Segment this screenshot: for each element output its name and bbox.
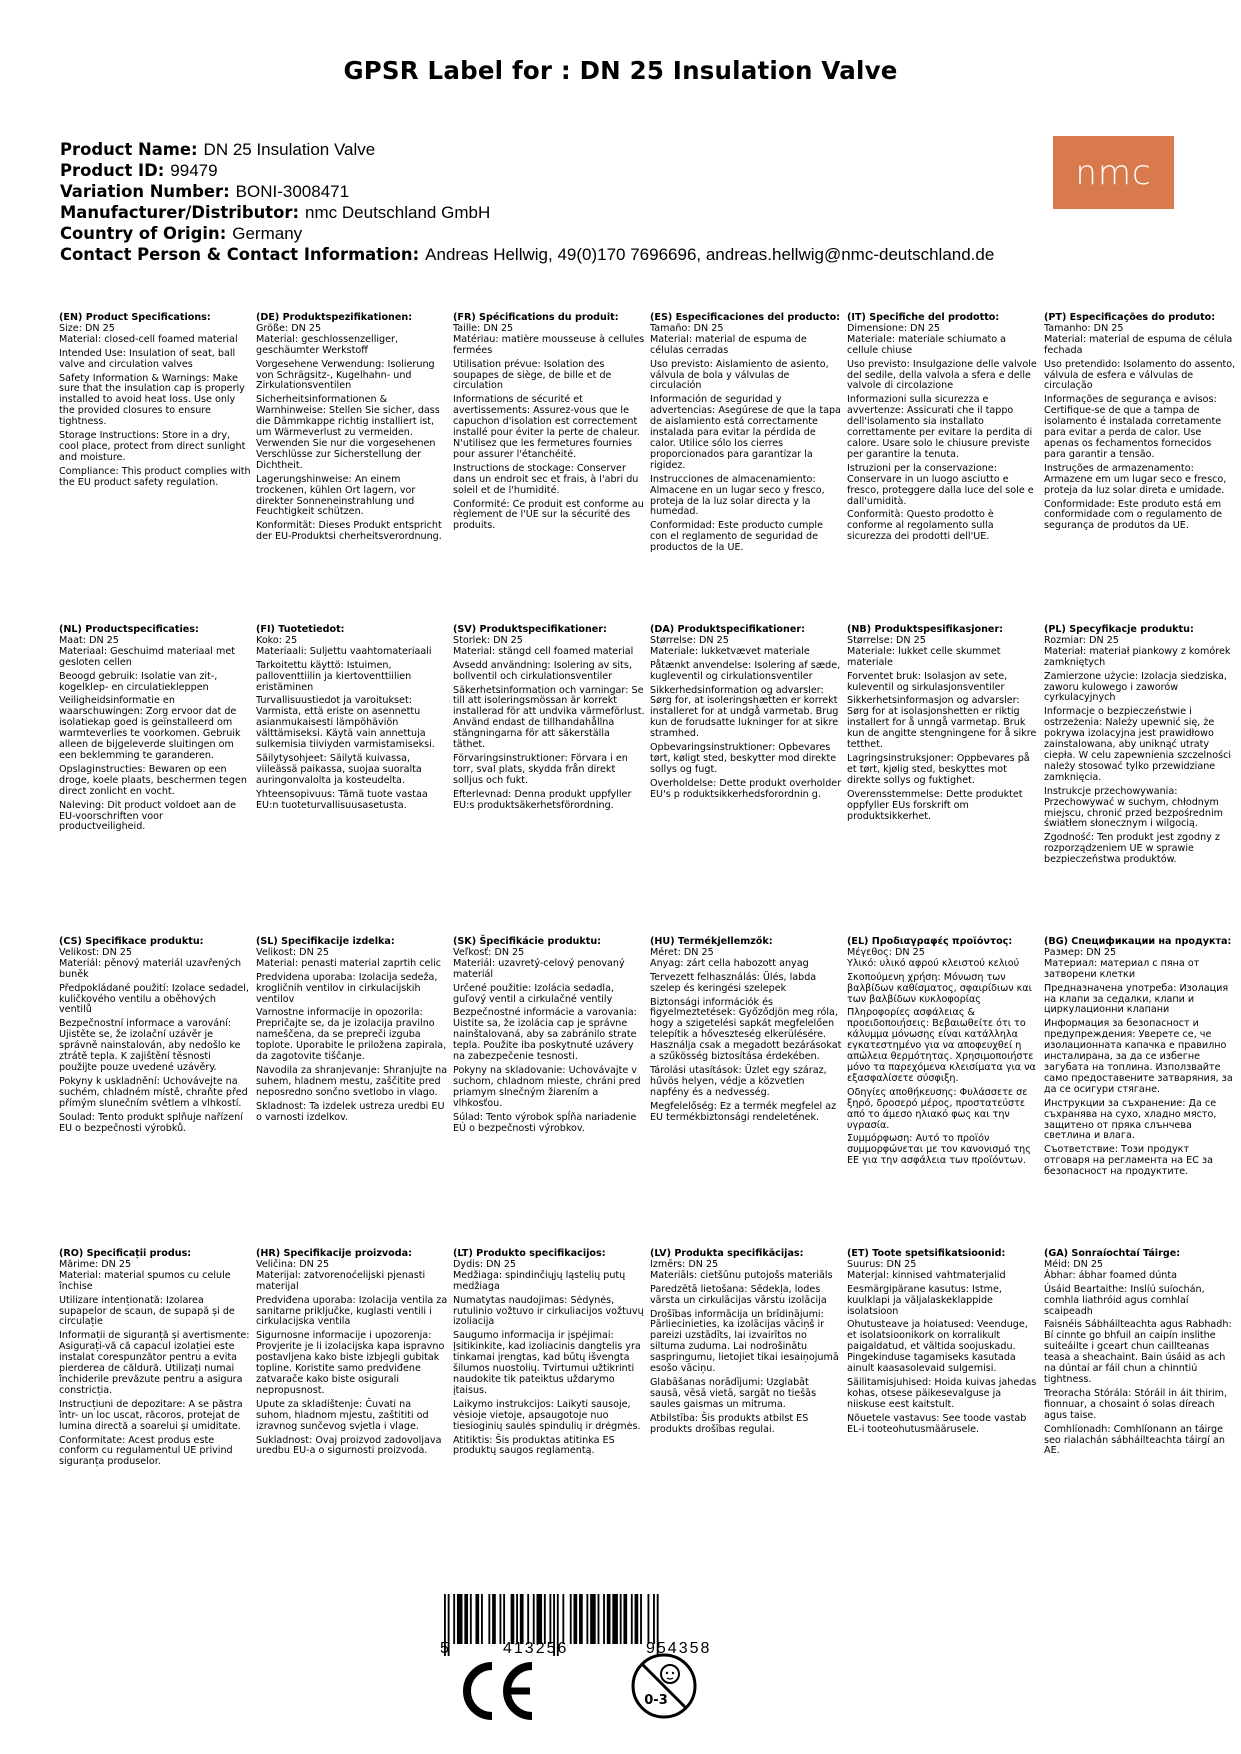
- spec-heading: (PL) Specyfikacje produktu:: [1044, 624, 1194, 635]
- spec-size: Dydis: DN 25: [453, 1258, 516, 1270]
- spec-paragraph: Material: penasti material zaprtih celic: [256, 957, 442, 969]
- spec-paragraph: Medžiaga: spindinčiųjų ląstelių putų medžiaga: [453, 1269, 626, 1292]
- spec-block: [650, 313, 842, 557]
- barcode-bar: [481, 1594, 483, 1644]
- spec-size: Size: DN 25: [59, 322, 115, 334]
- barcode-bar: [570, 1594, 572, 1644]
- spec-size: Velikost: DN 25: [59, 946, 132, 958]
- spec-heading: (CS) Specifikace produktu:: [59, 936, 204, 947]
- spec-paragraph: Materijal: zatvorenoćelijski pjenasti materijal: [256, 1269, 426, 1292]
- barcode-bar: [488, 1594, 490, 1644]
- spec-paragraph: Conformitate: Acest produs este conform cu regulamentul UE privind siguranța produselor.: [59, 1434, 233, 1468]
- spec-heading: (LV) Produkta specifikācijas:: [650, 1248, 804, 1259]
- spec-paragraph: Ohutusteave ja hoiatused: Veenduge, et isolatsioonikork on korralikult paigaldatud, et vältida soojuskadu. Pingekinduse tagamiseks kasutada ainult kaasasolevaid sulgemisi.: [847, 1319, 1028, 1375]
- spec-paragraph: Materiál: pěnový materiál uzavřených buněk: [59, 957, 242, 980]
- spec-paragraph: Συμμόρφωση: Αυτό το προϊόν συμμορφώνεται με τον κανονισμό της ΕΕ για την ασφάλεια των προϊόντων.: [847, 1133, 1031, 1167]
- spec-paragraph: Pokyny k uskladnění: Uchovávejte na suchém, chladném místě, chraňte před přímým slunečním světlem a vlhkostí.: [59, 1075, 248, 1109]
- spec-size: Taille: DN 25: [453, 322, 514, 334]
- spec-paragraph: Veiligheidsinformatie en waarschuwingen: Zorg ervoor dat de isolatiekap goed is geïnstalleerd om warmteverlies te voorkomen. Gebruik alleen de bijgeleverde sluitingen om een beklemming te garanderen.: [59, 695, 241, 761]
- spec-size: Tamaño: DN 25: [650, 322, 724, 334]
- spec-paragraph: Numatytas naudojimas: Sėdynės, rutulinio vožtuvo ir cirkuliacijos vožtuvų izoliacija: [453, 1294, 644, 1328]
- spec-paragraph: Safety Information & Warnings: Make sure that the insulation cap is properly installed to avoid heat loss. Use only the provided closures to ensure tightness.: [59, 372, 245, 428]
- spec-paragraph: Материал: материал с пяна от затворени клетки: [1044, 957, 1200, 980]
- spec-paragraph: Materiale: lukket celle skummet materiale: [847, 645, 1001, 668]
- spec-paragraph: Úsáid Beartaithe: Inslíú suíochán, comhla liathróid agus comhlaí scaipeadh: [1044, 1283, 1205, 1317]
- spec-paragraph: Conformidad: Este producto cumple con el reglamento de seguridad de productos de la UE.: [650, 520, 823, 554]
- spec-paragraph: Treoracha Stórála: Stóráil in áit thirim, fionnuar, a chosaint ó solas díreach agus taise.: [1044, 1387, 1228, 1421]
- spec-block: [1044, 313, 1236, 535]
- variation-number-label: Variation Number:: [60, 182, 230, 201]
- barcode-bar: [607, 1594, 611, 1644]
- spec-heading: (EL) Προδιαγραφές προϊόντος:: [847, 936, 1013, 947]
- spec-paragraph: Materiaali: Suljettu vaahtomateriaali: [256, 645, 432, 657]
- spec-size: Mărime: DN 25: [59, 1258, 132, 1270]
- spec-paragraph: Turvallisuustiedot ja varoitukset: Varmista, että eriste on asennettu asianmukaisesti lämpöhäviön välttämiseksi. Käytä vain annettuja sulkemisia tiiviyden varmistamiseksi.: [256, 695, 435, 751]
- spec-paragraph: Sigurnosne informacije i upozorenja: Provjerite je li izolacijska kapa ispravno postavljena kako biste izbjegli gubitak topline. Koristite samo predviđene zatvarače kako biste osigurali nepropusnost.: [256, 1330, 445, 1396]
- product-id-row: [60, 160, 994, 181]
- spec-paragraph: Materiale: materiale schiumato a cellule chiuse: [847, 333, 1007, 356]
- spec-paragraph: Material: stängd cell foamed material: [453, 645, 634, 657]
- spec-block: [59, 313, 251, 492]
- spec-paragraph: Paredzētā lietošana: Sēdekļa, lodes vārsta un cirkulācijas vārstu izolācija: [650, 1283, 827, 1306]
- variation-number-row: [60, 181, 994, 202]
- spec-size: Veľkosť: DN 25: [453, 946, 525, 958]
- spec-paragraph: Instrucciones de almacenamiento: Almacene en un lugar seco y fresco, proteja de la luz solar directa y la humedad.: [650, 473, 825, 518]
- barcode-bar: [503, 1594, 505, 1644]
- spec-paragraph: Soulad: Tento produkt splňuje nařízení EU o bezpečnosti výrobků.: [59, 1111, 243, 1134]
- country-label: Country of Origin:: [60, 224, 227, 243]
- barcode-bar: [623, 1594, 627, 1644]
- spec-paragraph: Sikkerhetsinformasjon og advarsler: Sørg for at isolasjonshetten er riktig installert for å unngå varmetap. Bruk kun de angitte stengningene for å sikre tetthet.: [847, 695, 1037, 751]
- product-name-label: Product Name:: [60, 140, 198, 159]
- spec-paragraph: Υλικό: υλικό αφρού κλειστού κελιού: [847, 957, 1020, 969]
- spec-paragraph: Conformità: Questo prodotto è conforme al regolamento sulla sicurezza dei prodotti dell'UE.: [847, 509, 994, 543]
- spec-paragraph: Materiaal: Geschuimd materiaal met gesloten cellen: [59, 645, 236, 668]
- spec-size: Größe: DN 25: [256, 322, 322, 334]
- spec-size: Размер: DN 25: [1044, 946, 1117, 958]
- spec-paragraph: Súlad: Tento výrobok spĺňa nariadenie EÚ o bezpečnosti výrobkov.: [453, 1111, 637, 1134]
- spec-heading: (ET) Toote spetsifikatsioonid:: [847, 1248, 1006, 1259]
- spec-paragraph: Laikymo instrukcijos: Laikyti sausoje, vėsioje vietoje, apsaugotoje nuo tiesioginių saulės spindulių ir drėgmės.: [453, 1398, 641, 1432]
- barcode-bar: [620, 1594, 622, 1644]
- spec-paragraph: Opbevaringsinstruktioner: Opbevares tørt, køligt sted, beskytter mod direkte sollys og fugt.: [650, 742, 837, 775]
- spec-heading: (BG) Спецификации на продукта:: [1044, 936, 1232, 947]
- spec-size: Rozmiar: DN 25: [1044, 634, 1119, 646]
- spec-paragraph: Material: material spumos cu celule închise: [59, 1269, 231, 1292]
- spec-paragraph: Informações de segurança e avisos: Certifique-se de que a tampa de isolamento é instalada corretamente para evitar a perda de calor. Use apenas os fechamentos fornecidos para garantir a tensão.: [1044, 394, 1222, 460]
- spec-heading: (RO) Specificații produs:: [59, 1248, 192, 1259]
- manufacturer-row: [60, 202, 994, 223]
- barcode-bar: [586, 1594, 588, 1644]
- spec-heading: (ES) Especificaciones del producto:: [650, 312, 841, 323]
- spec-paragraph: Zgodność: Ten produkt jest zgodny z rozporządzeniem UE w sprawie bezpieczeństwa produktów.: [1044, 832, 1220, 866]
- spec-heading: (EN) Product Specifications:: [59, 312, 211, 323]
- spec-paragraph: Glabāšanas norādījumi: Uzglabāt sausā, vēsā vietā, sargāt no tiešās saules gaismas un mitruma.: [650, 1376, 817, 1410]
- spec-heading: (FR) Spécifications du produit:: [453, 312, 619, 323]
- spec-paragraph: Konformität: Dieses Produkt entspricht der EU-Produktsi cherheitsverordnung.: [256, 520, 442, 543]
- spec-paragraph: Uso pretendido: Isolamento do assento, válvula de esfera e válvulas de circulação: [1044, 358, 1236, 392]
- spec-paragraph: Predvidena uporaba: Izolacija sedeža, krogličnih ventilov in cirkulacijskih ventilov: [256, 971, 438, 1005]
- spec-size: Størrelse: DN 25: [847, 634, 926, 646]
- spec-size: Méid: DN 25: [1044, 1258, 1104, 1270]
- barcode-right-digits: 954358: [646, 1640, 712, 1657]
- barcode-bar: [640, 1594, 642, 1644]
- spec-heading: (LT) Produkto specifikacijos:: [453, 1248, 606, 1259]
- spec-paragraph: Matériau: matière mousseuse à cellules fermées: [453, 333, 645, 356]
- spec-paragraph: Sicherheitsinformationen & Warnhinweise: Stellen Sie sicher, dass die Dämmkappe richtig installiert ist, um Wärmeverlust zu vermeiden. Verwenden Sie nur die vorgesehenen Verschlüsse zur Sicherstellung der Dichtheit.: [256, 394, 440, 471]
- barcode-left-digits: 413256: [503, 1640, 569, 1657]
- spec-heading: (SL) Specifikacije izdelka:: [256, 936, 395, 947]
- barcode-bar: [648, 1594, 650, 1644]
- barcode-bar: [527, 1594, 529, 1644]
- spec-paragraph: Vorgesehene Verwendung: Isolierung von Schrägsitz-, Kugelhahn- und Zirkulationsventilen: [256, 358, 435, 392]
- product-id-label: Product ID:: [60, 161, 165, 180]
- spec-paragraph: Yhteensopivuus: Tämä tuote vastaa EU:n tuoteturvallisuusasetusta.: [256, 788, 428, 811]
- barcode-bar: [562, 1594, 564, 1644]
- spec-paragraph: Material: geschlossenzelliger, geschäumter Werkstoff: [256, 333, 399, 356]
- spec-paragraph: Storage Instructions: Store in a dry, cool place, protect from direct sunlight and moisture.: [59, 430, 246, 463]
- country-value: Germany: [232, 224, 303, 243]
- spec-paragraph: Информация за безопасност и предупреждения: Уверете се, че изолационната капачка е правилно инсталирана, за да се избегне загубата на топлина. Използвайте само предоставените затваряния, за да се осигури стягане.: [1044, 1018, 1233, 1095]
- spec-size: Størrelse: DN 25: [650, 634, 729, 646]
- spec-paragraph: Varnostne informacije in opozorila: Prepričajte se, da je izolacija pravilno nameščena, da se prepreči izguba toplote. Uporabite le priložena zapirala, da zagotovite tiščanje.: [256, 1007, 447, 1063]
- spec-paragraph: Información de seguridad y advertencias: Asegúrese de que la tapa de aislamiento está correctamente instalada para evitar la pérdida de calor. Utilice sólo los cierres proporcionados para garantizar la rigidez.: [650, 394, 841, 471]
- spec-paragraph: Informacje o bezpieczeństwie i ostrzeżenia: Należy upewnić się, że pokrywa izolacyjna jest prawidłowo zainstalowana, aby uniknąć utraty ciepła. W celu zapewnienia szczelności należy stosować tylko przewidziane zamknięcia.: [1044, 706, 1232, 783]
- spec-paragraph: Beoogd gebruik: Isolatie van zit-, kogelklep- en circulatiekleppen: [59, 670, 218, 693]
- spec-block: [1044, 937, 1236, 1181]
- barcode-bar: [520, 1594, 524, 1644]
- spec-paragraph: Eesmärgipärane kasutus: Istme, kuulklapi ja väljalaskeklappide isolatsioon: [847, 1283, 1002, 1317]
- spec-block: [847, 937, 1039, 1170]
- spec-block: [650, 937, 842, 1127]
- spec-size: Méret: DN 25: [650, 946, 714, 958]
- spec-paragraph: Istruzioni per la conservazione: Conservare in un luogo asciutto e fresco, proteggere dalla luce del sole e dall'umidità.: [847, 462, 1034, 507]
- spec-paragraph: Förvaringsinstruktioner: Förvara i en torr, sval plats, skydda från direkt solljus och fukt.: [453, 752, 628, 786]
- spec-block: [256, 313, 448, 546]
- spec-size: Maat: DN 25: [59, 634, 119, 646]
- spec-heading: (DA) Produktspecifikationer:: [650, 624, 805, 635]
- spec-block: [650, 625, 842, 804]
- barcode-bar: [537, 1594, 543, 1644]
- spec-paragraph: Opslaginstructies: Bewaren op een droge, koele plaats, beschermen tegen direct zonlicht en vocht.: [59, 763, 247, 797]
- spec-heading: (SK) Špecifikácie produktu:: [453, 936, 602, 947]
- product-name-row: [60, 139, 994, 160]
- page-title: GPSR Label for : DN 25 Insulation Valve: [343, 56, 898, 85]
- spec-paragraph: Forventet bruk: Isolasjon av sete, kuleventil og sirkulasjonsventiler: [847, 670, 1008, 693]
- spec-size: Storlek: DN 25: [453, 634, 523, 646]
- manufacturer-label: Manufacturer/Distributor:: [60, 203, 300, 222]
- spec-heading: (NB) Produktspesifikasjoner:: [847, 624, 1004, 635]
- age-warning-icon: [630, 1652, 698, 1720]
- spec-paragraph: Intended Use: Insulation of seat, ball valve and circulation valves: [59, 347, 236, 370]
- spec-size: Velikost: DN 25: [256, 946, 329, 958]
- spec-paragraph: Instructions de stockage: Conserver dans un endroit sec et frais, à l'abri du soleil et de l'humidité.: [453, 462, 639, 496]
- barcode-bar: [470, 1594, 472, 1644]
- spec-paragraph: Comhlíonadh: Comhlíonann an táirge seo rialachán sábháilteachta táirgí an AE.: [1044, 1423, 1225, 1457]
- contact-label: Contact Person & Contact Information:: [60, 245, 420, 264]
- barcode-bar: [475, 1594, 479, 1644]
- spec-paragraph: Zamierzone użycie: Izolacja siedziska, zaworu kulowego i zaworów cyrkulacyjnych: [1044, 670, 1227, 704]
- spec-paragraph: Conformité: Ce produit est conforme au règlement de l'UE sur la sécurité des produits.: [453, 498, 644, 532]
- spec-block: [453, 313, 645, 535]
- contact-value: Andreas Hellwig, 49(0)170 7696696, andreas.hellwig@nmc-deutschland.de: [425, 245, 995, 264]
- spec-paragraph: Инструкции за съхранение: Да се съхранява на сухо, хладно място, защитено от пряка слънчева светлина и влага.: [1044, 1097, 1217, 1142]
- spec-paragraph: Biztonsági információk és figyelmeztetések: Győződjön meg róla, hogy a szigetelési sapkát megfelelően telepítik a hőveszteség elkerülésére. Használja csak a megadott bezárásokat a szűkösség biztosítása érdekében.: [650, 996, 842, 1063]
- spec-paragraph: Overensstemmelse: Dette produktet oppfyller EUs forskrift om produktsikkerhet.: [847, 788, 1023, 822]
- spec-block: [256, 1249, 448, 1460]
- spec-paragraph: Säilytysohjeet: Säilytä kuivassa, viileässä paikassa, suojaa suoralta auringonvalolta ja kosteudelta.: [256, 752, 422, 786]
- spec-heading: (HR) Specifikacije proizvoda:: [256, 1248, 412, 1259]
- spec-paragraph: Tervezett felhasználás: Ülés, labda szelep és keringési szelepek: [650, 971, 817, 994]
- spec-paragraph: Informații de siguranță și avertismente: Asigurați-vă că capacul izolației este instalat corespunzător pentru a evita pierderea de căldură. Utilizați numai închiderile prevăzute pentru a asigura constricția.: [59, 1330, 250, 1396]
- spec-size: Koko: 25: [256, 634, 298, 646]
- spec-paragraph: Informations de sécurité et avertissements: Assurez-vous que le capuchon d'isolation est correctement installé pour éviter la perte de chaleur. N'utilisez que les fermetures fournies pour assurer l'étanchéité.: [453, 394, 640, 460]
- spec-block: [847, 625, 1039, 825]
- spec-paragraph: Naleving: Dit product voldoet aan de EU-voorschriften voor productveiligheid.: [59, 799, 236, 833]
- spec-paragraph: Atbilstība: Šis produkts atbilst ES produkts drošības regulai.: [650, 1412, 809, 1435]
- barcode-bar: [590, 1594, 596, 1644]
- spec-paragraph: Informazioni sulla sicurezza e avvertenze: Assicurati che il tappo dell'isolamento sia installato correttamente per evitare la perdita di calore. Usare solo le chiusure previste per garantire la tenuta.: [847, 394, 1033, 460]
- spec-paragraph: Utilizare intenționată: Izolarea supapelor de scaun, de supapă și de circulație: [59, 1294, 235, 1328]
- spec-paragraph: Instruções de armazenamento: Armazene em um lugar seco e fresco, proteja da luz solar direta e umidade.: [1044, 462, 1227, 496]
- barcode-bar: [653, 1594, 655, 1644]
- spec-paragraph: Bezpečnostní informace a varování: Ujistěte se, že izolační uzávěr je správně nainstalován, aby nedošlo ke ztrátě tepla. K zajištění těsnosti použijte pouze uvedené uzávěry.: [59, 1018, 241, 1073]
- spec-paragraph: Säkerhetsinformation och varningar: Se till att isoleringsmössan är korrekt installerad för att undvika värmeförlust. Använd endast de tillhandahållna stängningarna för att säkerställa täthet.: [453, 684, 645, 751]
- spec-paragraph: Bezpečnostné informácie a varovania: Uistite sa, že izolácia cap je správne nainštalovaná, aby sa zabránilo strate tepla. Použite iba poskytnuté uzávery na zabezpečenie tesnosti.: [453, 1007, 637, 1063]
- spec-paragraph: Σκοπούμενη χρήση: Μόνωση των βαλβίδων καθίσματος, σφαιρίδιων και των βαλβίδων κυκλοφορίας: [847, 971, 1032, 1005]
- spec-paragraph: Overholdelse: Dette produkt overholder EU's p roduktsikkerhedsforordnin g.: [650, 777, 842, 800]
- variation-number-value: BONI-3008471: [235, 182, 350, 201]
- spec-paragraph: Sikkerhedsinformation og advarsler: Sørg for, at isoleringshætten er korrekt installeret for at undgå varmetab. Brug kun de forudsatte lukninger for at sikre stramhed.: [650, 684, 839, 740]
- spec-heading: (DE) Produktspezifikationen:: [256, 312, 413, 323]
- spec-paragraph: Material: material de espuma de células cerradas: [650, 333, 807, 356]
- spec-block: [453, 625, 645, 815]
- spec-paragraph: Efterlevnad: Denna produkt uppfyller EU:s produktsäkerhetsförordning.: [453, 788, 632, 811]
- spec-heading: (NL) Productspecificaties:: [59, 624, 199, 635]
- barcode-bar: [549, 1594, 551, 1644]
- spec-paragraph: Conformidade: Este produto está em conformidade com o regulamento de segurança de produtos da UE.: [1044, 498, 1223, 532]
- spec-paragraph: Instrukcje przechowywania: Przechowywać w suchym, chłodnym miejscu, chronić przed bezpośrednim światłem słonecznym i wilgocią.: [1044, 785, 1223, 830]
- spec-paragraph: Uso previsto: Aislamiento de asiento, válvula de bola y válvulas de circulación: [650, 358, 829, 392]
- spec-paragraph: Materiál: uzavretý-celový penovaný materiál: [453, 957, 625, 980]
- spec-paragraph: Saugumo informacija ir įspėjimai: Įsitikinkite, kad izoliacinis dangtelis yra tinkamai įrengtas, kad būtų išvengta šilumos nuostolių. Tvirtumui užtikrinti naudokite tik pateiktus uždarymo įtaisus.: [453, 1330, 641, 1396]
- spec-size: Tamanho: DN 25: [1044, 322, 1124, 334]
- barcode-bar: [511, 1594, 515, 1644]
- spec-paragraph: Předpokládané použití: Izolace sedadel, kuličkového ventilu a oběhových ventilů: [59, 982, 249, 1016]
- spec-block: [59, 937, 251, 1137]
- barcode-bar: [579, 1594, 583, 1644]
- spec-paragraph: Materiāls: cietšūnu putojošs materiāls: [650, 1269, 833, 1281]
- spec-paragraph: Lagringsinstruksjoner: Oppbevares på et tørt, kjølig sted, beskyttes mot direkte sollys og fuktighet.: [847, 752, 1030, 786]
- barcode-bar: [612, 1594, 618, 1644]
- spec-paragraph: Instrucțiuni de depozitare: A se păstra într- un loc uscat, răcoros, protejat de lumina directă a soarelui și umiditate.: [59, 1398, 243, 1432]
- barcode-bar: [464, 1594, 468, 1644]
- spec-heading: (FI) Tuotetiedot:: [256, 624, 345, 635]
- spec-paragraph: Material: closed-cell foamed material: [59, 333, 238, 345]
- spec-paragraph: Drošības informācija un brīdinājumi: Pārliecinieties, ka izolācijas vāciņš ir pareizi uzstādīts, lai izvairītos no siltuma zuduma. Lai nodrošinātu saspringumu, lietojiet tikai iesaiņojumā esošo vāciņu.: [650, 1308, 839, 1375]
- barcode-bar: [603, 1594, 605, 1644]
- barcode-bar: [635, 1594, 639, 1644]
- barcode-bar: [492, 1594, 496, 1644]
- spec-paragraph: Οδηγίες αποθήκευσης: Φυλάσσετε σε ξηρό, δροσερό μέρος, προστατεύστε από το άμεσο ηλιακό φως και την υγρασία.: [847, 1086, 1028, 1131]
- spec-paragraph: Určené použitie: Izolácia sedadla, guľový ventil a cirkulačné ventily: [453, 982, 615, 1005]
- product-id-value: 99479: [170, 161, 218, 180]
- spec-paragraph: Skladnost: Ta izdelek ustreza uredbi EU o varnosti izdelkov.: [256, 1100, 445, 1123]
- spec-paragraph: Nõuetele vastavus: See toode vastab EL-i tooteohutusmäärusele.: [847, 1412, 1027, 1435]
- spec-size: Veličina: DN 25: [256, 1258, 330, 1270]
- spec-paragraph: Anyag: zárt cella habozott anyag: [650, 957, 809, 969]
- spec-size: Suurus: DN 25: [847, 1258, 917, 1270]
- spec-heading: (PT) Especificações do produto:: [1044, 312, 1216, 323]
- spec-paragraph: Tarkoitettu käyttö: Istuimen, palloventtiilin ja kiertoventtiilien eristäminen: [256, 659, 412, 693]
- spec-paragraph: Faisnéis Sábháilteachta agus Rabhadh: Bí cinnte go bhfuil an caipín inslithe suiteáilte i gceart chun caillteanas teasa a sheachaint. Bain úsáid as ach na dúntaí ar fáil chun a chinntiú tightness.: [1044, 1319, 1232, 1385]
- country-row: [60, 223, 994, 244]
- spec-block: [650, 1249, 842, 1439]
- spec-paragraph: Съответствие: Този продукт отговаря на регламента на ЕС за безопасност на продуктите.: [1044, 1144, 1213, 1178]
- spec-paragraph: Avsedd användning: Isolering av sits, bollventil och cirkulationsventiler: [453, 659, 632, 682]
- barcode-bar: [516, 1594, 518, 1644]
- spec-block: [256, 937, 448, 1127]
- spec-paragraph: Navodila za shranjevanje: Shranjujte na suhem, hladnem mestu, zaščitite pred neposredno sončno svetlobo in vlago.: [256, 1064, 448, 1098]
- spec-paragraph: Lagerungshinweise: An einem trockenen, kühlen Ort lagern, vor direkter Sonneneinstrahlung und Feuchtigkeit schützen.: [256, 473, 416, 518]
- spec-paragraph: Compliance: This product complies with the EU product safety regulation.: [59, 465, 251, 488]
- logo-text: nmc: [1075, 152, 1152, 193]
- barcode-bar: [574, 1594, 578, 1644]
- spec-heading: (HU) Termékjellemzők:: [650, 936, 773, 947]
- barcode-bar: [533, 1594, 535, 1644]
- spec-block: [453, 1249, 645, 1460]
- spec-block: [1044, 1249, 1236, 1460]
- spec-paragraph: Utilisation prévue: Isolation des soupapes de siège, de bille et de circulation: [453, 358, 612, 392]
- spec-paragraph: Materiale: lukketvævet materiale: [650, 645, 810, 657]
- spec-paragraph: Upute za skladištenje: Čuvati na suhom, hladnom mjestu, zaštititi od izravnog sunčevog svjetla i vlage.: [256, 1398, 429, 1432]
- spec-block: [59, 1249, 251, 1471]
- spec-paragraph: Säilitamisjuhised: Hoida kuivas jahedas kohas, otsese päikesevalguse ja niiskuse eest kaitstult.: [847, 1376, 1037, 1410]
- spec-heading: (IT) Specifiche del prodotto:: [847, 312, 1000, 323]
- barcode-bar: [631, 1594, 633, 1644]
- spec-block: [847, 1249, 1039, 1439]
- barcode-bar: [598, 1594, 600, 1644]
- spec-block: [1044, 625, 1236, 869]
- manufacturer-value: nmc Deutschland GmbH: [305, 203, 491, 222]
- spec-block: [59, 625, 251, 836]
- age-range-label: 0-3: [644, 1693, 668, 1708]
- spec-block: [256, 625, 448, 815]
- barcode-bar: [500, 1594, 502, 1644]
- spec-paragraph: Pokyny na skladovanie: Uchovávajte v suchom, chladnom mieste, chráni pred priamym slnečným žiarením a vlhkosťou.: [453, 1064, 641, 1109]
- spec-paragraph: Πληροφορίες ασφάλειας & προειδοποιήσεις: Βεβαιωθείτε ότι το κάλυμμα μόνωσης είναι κατάλληλα εγκατεστημένο για να αποφευχθεί η απώλεια θερμότητας. Χρησιμοποιήστε μόνο τα παρεχόμενα κλεισίματα για να εξασφαλίσετε σύσφιξη.: [847, 1007, 1036, 1084]
- barcode-first-digit: 5: [440, 1640, 451, 1657]
- spec-size: Izmērs: DN 25: [650, 1258, 719, 1270]
- spec-heading: (SV) Produktspecifikationer:: [453, 624, 607, 635]
- spec-paragraph: Sukladnost: Ovaj proizvod zadovoljava uredbu EU-a o sigurnosti proizvoda.: [256, 1434, 442, 1457]
- spec-paragraph: Ábhar: ábhar foamed dúnta: [1044, 1269, 1177, 1281]
- barcode-bar: [544, 1594, 546, 1644]
- ce-mark-icon: [458, 1662, 536, 1720]
- barcode-bar: [453, 1594, 455, 1644]
- spec-block: [453, 937, 645, 1137]
- nmc-logo: [1053, 136, 1174, 209]
- spec-size: Dimensione: DN 25: [847, 322, 941, 334]
- product-name-value: DN 25 Insulation Valve: [203, 140, 376, 159]
- spec-heading: (GA) Sonraíochtaí Táirge:: [1044, 1248, 1181, 1259]
- product-info: [60, 139, 994, 265]
- spec-paragraph: Atitiktis: Šis produktas atitinka ES produktų saugos reglamentą.: [453, 1434, 615, 1457]
- spec-paragraph: Uso previsto: Insulgazione delle valvole del sedile, della valvola a sfera e delle valvole di circolazione: [847, 358, 1037, 392]
- spec-paragraph: Material: material de espuma de célula fechada: [1044, 333, 1233, 356]
- contact-row: [60, 244, 994, 265]
- spec-paragraph: Predviđena uporaba: Izolacija ventila za sanitarne priključke, kuglasti ventili i cirkulacijska ventila: [256, 1294, 448, 1328]
- spec-paragraph: Предназначена употреба: Изолация на клапи за седалки, клапи и циркулационни клапани: [1044, 982, 1229, 1016]
- barcode-bar: [457, 1594, 463, 1644]
- spec-paragraph: Materjal: kinnised vahtmaterjalid: [847, 1269, 1006, 1281]
- spec-paragraph: Materiał: materiał piankowy z komórek zamkniętych: [1044, 645, 1231, 668]
- spec-size: Μέγεθος: DN 25: [847, 946, 925, 958]
- spec-paragraph: Påtænkt anvendelse: Isolering af sæde, kugleventil og cirkulationsventiler: [650, 659, 841, 682]
- spec-paragraph: Tárolási utasítások: Üzlet egy száraz, hűvös helyen, védje a közvetlen napfény és a nedvesség.: [650, 1064, 827, 1098]
- spec-paragraph: Megfelelőség: Ez a termék megfelel az EU termékbiztonsági rendeletének.: [650, 1100, 837, 1123]
- spec-block: [847, 313, 1039, 546]
